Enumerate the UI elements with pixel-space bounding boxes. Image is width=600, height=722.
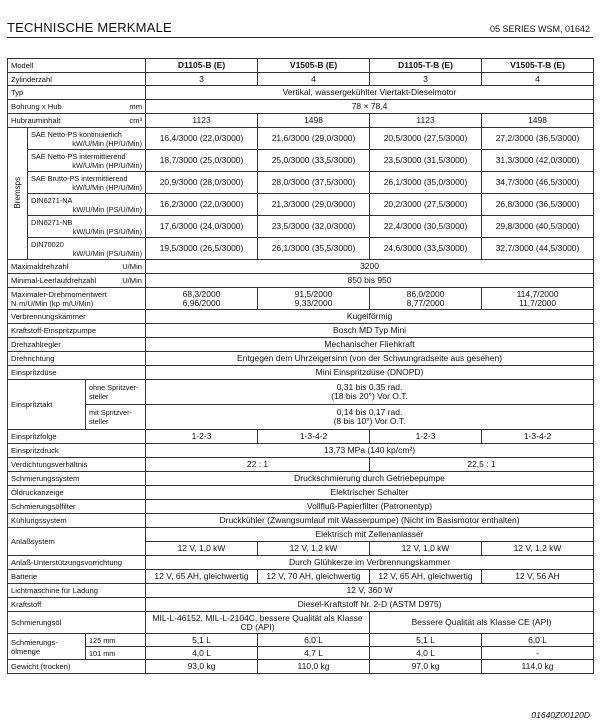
cell-value: 12 V, 65 AH, gleichwertig [146,570,258,584]
row-label: Anlaßsystem [8,528,146,556]
cell-value: 16,4/3000 (22,0/3000) [146,128,258,150]
cell-value: Entgegen dem Uhrzeigersinn (von der Schwungradseite aus gesehen) [146,352,594,366]
cell-value: 1-3-4-2 [482,430,594,444]
cell-value: 12 V, 1,0 kW [370,542,482,556]
row-label [8,100,146,114]
cell-value: 32,7/3000 (44,5/3000) [482,238,594,260]
row-label: Batterie [8,570,146,584]
cell-value: 114,0 kg [482,660,594,674]
cell-value: 28,0/3000 (37,5/3000) [258,172,370,194]
table-row [8,405,594,430]
table-row [8,274,594,288]
cell-value: 22 : 1 [146,458,370,472]
row-label: Einspritztakt [8,380,86,430]
row-label: SAE Netto-PS kontinuierlich kW/U/Min (HP/U/Min) [28,128,146,150]
cell-value: 4,0 L [146,647,258,660]
table-row [8,194,594,216]
cell-value: 3 [146,73,258,86]
table-row [8,366,594,380]
table-row [8,556,594,570]
sub-label: mit Spritzver-steller [86,405,146,430]
cell-value: 1-3-4-2 [258,430,370,444]
cell-value: 29,8/3000 (40,5/3000) [482,216,594,238]
cell-value: 1123 [370,114,482,128]
table-row [8,260,594,274]
cell-value: 12 V, 1,2 kW [258,542,370,556]
table-row [8,128,594,150]
table-row [8,500,594,514]
table-row [8,647,594,660]
row-label: Minimal-Leerlaufdrehzahl U/Min [8,274,146,288]
row-label: Drehzahlregler [8,338,146,352]
cell-value: 4 [258,73,370,86]
table-row [8,458,594,472]
cell-value: - [482,647,594,660]
cell-value: Vollfluß-Papierfilter (Patronentyp) [146,500,594,514]
table-row [8,570,594,584]
row-label: Kühlungssystem [8,514,146,528]
sub-label: 101 mm [86,647,146,660]
table-row [8,310,594,324]
table-row [8,172,594,194]
cell-value: 91,5/2000 9,33/2000 [258,288,370,310]
page-title: TECHNISCHE MERKMALE [7,20,172,35]
row-label: Gewicht (trocken) [8,660,146,674]
cell-value: Elektrisch mit Zellenanlasser [146,528,594,542]
cell-value: 86,0/2000 8,77/2000 [370,288,482,310]
table-row [8,338,594,352]
sub-label: ohne Spritzver-steller [86,380,146,405]
cell-value: 20,9/3000 (28,0/3000) [146,172,258,194]
column-header: D1105-B (E) [146,59,258,73]
cell-value: Bosch MD Typ Mini [146,324,594,338]
series-code: 05 SERIES WSM, 01642 [489,24,590,34]
row-label: SAE Brutto-PS intermittierend kW/U/Min (HP/U/Min) [28,172,146,194]
cell-value: 17,6/3000 (24,0/3000) [146,216,258,238]
cell-value: 23,5/3000 (32,0/3000) [258,216,370,238]
cell-value: Kugelförmig [146,310,594,324]
row-label: Kraftstoff [8,598,146,612]
cell-value: 12 V, 360 W [146,584,594,598]
row-label: Maximaldrehzahl U/Min [8,260,146,274]
cell-value: 114,7/2000 11,7/2000 [482,288,594,310]
cell-value: 26,8/3000 (36,5/3000) [482,194,594,216]
cell-value: 26,1/3000 (35,5/3000) [258,238,370,260]
table-row [8,430,594,444]
cell-value: 3 [370,73,482,86]
cell-value: Druckschmierung durch Getriebepumpe [146,472,594,486]
unit: cm³ [129,116,143,125]
row-label: Schmierungsölfilter [8,500,146,514]
cell-value: 68,3/2000 6,96/2000 [146,288,258,310]
cell-value: 20,5/3000 (27,5/3000) [370,128,482,150]
row-label: Schmierungssystem [8,472,146,486]
cell-value: 21,3/3000 (29,0/3000) [258,194,370,216]
cell-value: 0,14 bis 0,17 rad. (8 bis 10°) Vor O.T. [146,405,594,430]
column-header: D1105-T-B (E) [370,59,482,73]
cell-value: 22,4/3000 (30,5/3000) [370,216,482,238]
row-label: Modell [8,59,146,73]
table-row [8,114,594,128]
cell-value: 4,0 L [370,647,482,660]
row-label: Zylinderzahl [8,73,146,86]
table-row [8,634,594,647]
row-label: DIN6271-NB kW/U/Min (PS/U/Min) [28,216,146,238]
table-row [8,59,594,73]
cell-value: 16,2/3000 (22,0/3000) [146,194,258,216]
cell-value: 0,31 bis 0,35 rad. (18 bis 20°) Vor O.T. [146,380,594,405]
cell-value: 12 V, 56 AH [482,570,594,584]
table-row [8,584,594,598]
table-row [8,150,594,172]
figure-code: 01640Z00120D [531,710,590,720]
cell-value: MIL-L-46152, MIL-L-2104C, bessere Qualität als Klasse CD (API) [146,612,370,634]
cell-value: 5,1 L [370,634,482,647]
row-label: DIN70020 kW/U/Min (PS/U/Min) [28,238,146,260]
cell-value: 12 V, 65 AH, gleichwertig [370,570,482,584]
group-label-bremsps: Bremsps [8,128,28,260]
table-row [8,288,594,310]
label-text: Bohrung x Hub [11,102,62,111]
row-label: Verdichtungsverhältnis [8,458,146,472]
cell-value: 27,2/3000 (36,5/3000) [482,128,594,150]
cell-value: 1123 [146,114,258,128]
row-label: Lichtmaschine für Ladung [8,584,146,598]
cell-value: 12 V, 1,2 kW [482,542,594,556]
row-label: Anlaß-Unterstützungsvorrichtung [8,556,146,570]
cell-value: 6,0 L [258,634,370,647]
cell-value: 1-2-3 [146,430,258,444]
cell-value: 1498 [258,114,370,128]
cell-value: 18,7/3000 (25,0/3000) [146,150,258,172]
row-label: Einspritzfolge [8,430,146,444]
table-row [8,100,594,114]
row-label: SAE Netto-PS intermittierend kW/U/Min (HP/U/Min) [28,150,146,172]
cell-value: 25,0/3000 (33,5/3000) [258,150,370,172]
cell-value: 20,2/3000 (27,5/3000) [370,194,482,216]
row-label: Schmierungsöl [8,612,146,634]
cell-value: 1498 [482,114,594,128]
cell-value: 5,1 L [146,634,258,647]
cell-value: 110,0 kg [258,660,370,674]
row-label: Schmierungs-ölmenge [8,634,86,660]
cell-value: 12 V, 70 AH, gleichwertig [258,570,370,584]
cell-value: Elektrischer Schalter [146,486,594,500]
cell-value: 19,5/3000 (26,5/3000) [146,238,258,260]
column-header: V1505-T-B (E) [482,59,594,73]
cell-value: 3200 [146,260,594,274]
row-label: Öldruckanzeige [8,486,146,500]
cell-value: Diesel-Kraftstoff Nr. 2-D (ASTM D975) [146,598,594,612]
table-row [8,444,594,458]
table-row [8,238,594,260]
table-row [8,86,594,100]
header-rule [7,37,593,38]
row-label: DIN6271-NA kW/U/Min (PS/U/Min) [28,194,146,216]
cell-value: 1-2-3 [370,430,482,444]
cell-value: 97,0 kg [370,660,482,674]
table-row [8,528,594,542]
cell-value: 23,5/3000 (31,5/3000) [370,150,482,172]
unit: mm [129,102,143,111]
cell-value: 6,0 L [482,634,594,647]
table-row [8,472,594,486]
table-row [8,612,594,634]
cell-value: 21,6/3000 (29,0/3000) [258,128,370,150]
cell-value: 4 [482,73,594,86]
cell-value: 22,5 : 1 [370,458,594,472]
table-row [8,73,594,86]
row-label: Einspritzdruck [8,444,146,458]
row-label: Einspritzdüse [8,366,146,380]
cell-value: 93,0 kg [146,660,258,674]
cell-value: 4,7 L [258,647,370,660]
label-text: Hubrauminhalt [11,116,61,125]
cell-value: Druckkühler (Zwangsumlauf mit Wasserpumpe) (Nicht im Basismotor enthalten) [146,514,594,528]
row-label: Kraftstoff-Einspritzpumpe [8,324,146,338]
row-label: Drehrichtung [8,352,146,366]
cell-value: Durch Glühkerze im Verbrennungskammer [146,556,594,570]
cell-value: 850 bis 950 [146,274,594,288]
table-row [8,514,594,528]
cell-value: Mini Einspritzdüse (DNOPD) [146,366,594,380]
row-label [8,114,146,128]
cell-value: 12 V, 1,0 kW [146,542,258,556]
table-row [8,324,594,338]
table-row [8,216,594,238]
column-header: V1505-B (E) [258,59,370,73]
table-row [8,660,594,674]
cell-value: 13,73 MPa (140 kp/cm²) [146,444,594,458]
cell-value: Mechanischer Fliehkraft [146,338,594,352]
table-row [8,486,594,500]
cell-value: Bessere Qualität als Klasse CE (API) [370,612,594,634]
spec-table [7,58,594,674]
row-label: Typ [8,86,146,100]
row-label: Maximaler-Drehmomentwert N·m/U/Min (kp·m/U/Min) [8,288,146,310]
cell-value: 26,1/3000 (35,0/3000) [370,172,482,194]
cell-value: 31,3/3000 (42,0/3000) [482,150,594,172]
row-label: Verbrennungskammer [8,310,146,324]
cell-value: Vertikal, wassergekühlter Viertakt-Dieselmotor [146,86,594,100]
cell-value: 24,6/3000 (33,5/3000) [370,238,482,260]
table-row [8,380,594,405]
table-row [8,352,594,366]
sub-label: 125 mm [86,634,146,647]
cell-value: 78 × 78,4 [146,100,594,114]
cell-value: 34,7/3000 (46,5/3000) [482,172,594,194]
table-row [8,598,594,612]
